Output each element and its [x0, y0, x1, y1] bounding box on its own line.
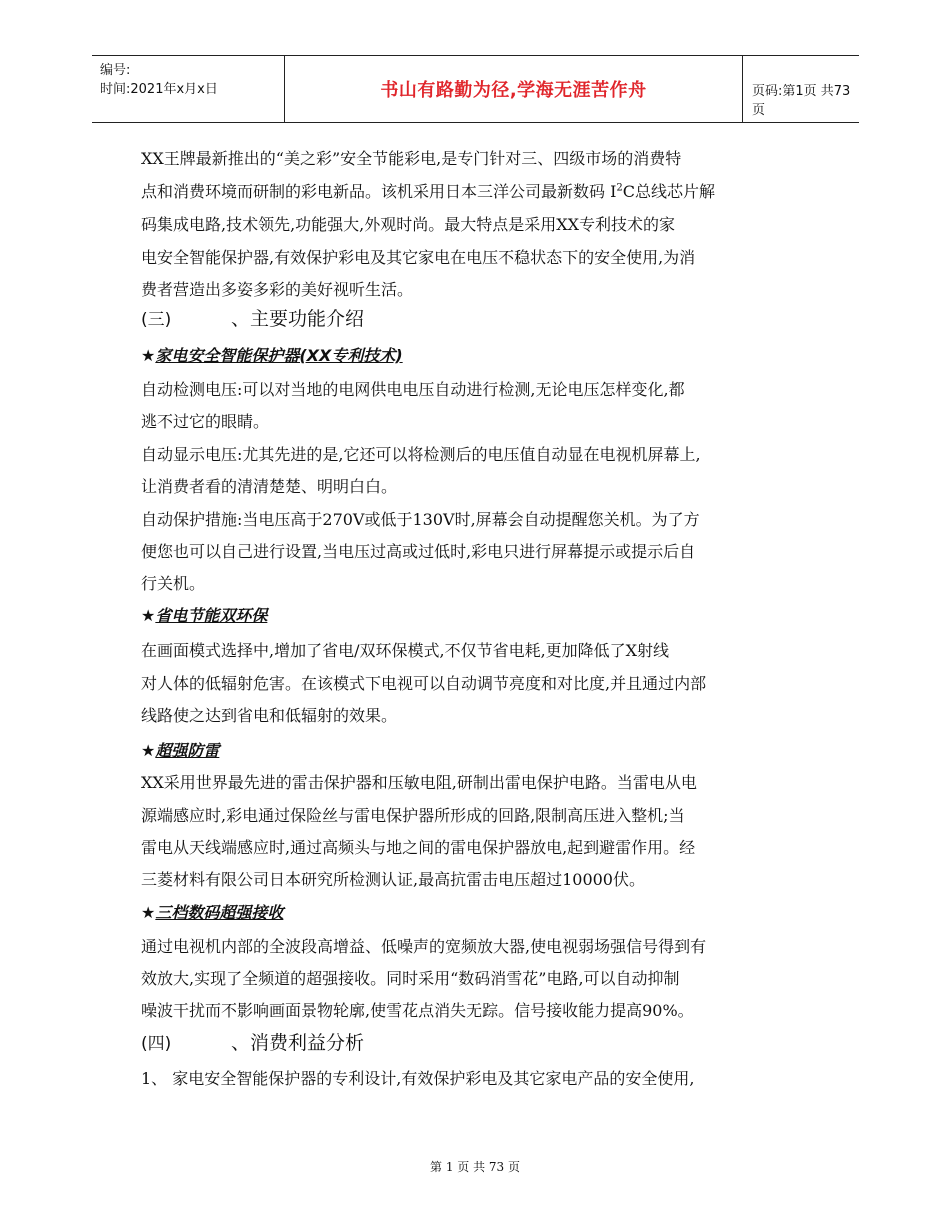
intro-line-text: 点和消费环境而研制的彩电新品。该机采用日本三洋公司最新数码 I — [141, 182, 617, 201]
feature-title: 家电安全智能保护器(XX专利技术) — [155, 346, 403, 365]
header-page-label: 页码:第1页 共73页 — [752, 84, 851, 118]
body-line: 噪波干扰而不影响画面景物轮廓,使雪花点消失无踪。信号接收能力提高90%。 — [141, 1001, 694, 1020]
section-heading — [141, 304, 364, 331]
star-icon: ★ — [141, 741, 156, 760]
body-line: 三菱材料有限公司日本研究所检测认证,最高抗雷击电压超过10000伏。 — [141, 870, 645, 889]
body-line: 自动显示电压:尤其先进的是,它还可以将检测后的电压值自动显在电视机屏幕上, — [141, 445, 701, 464]
intro-line-text: C总线芯片解 — [622, 182, 716, 201]
header-page-cell — [742, 56, 859, 122]
star-icon: ★ — [141, 903, 156, 922]
star-icon: ★ — [141, 606, 156, 625]
body-line: 在画面模式选择中,增加了省电/双环保模式,不仅节省电耗,更加降低了X射线 — [141, 641, 670, 660]
intro-line: 费者营造出多姿多彩的美好视听生活。 — [141, 280, 414, 299]
doc-number-label: 编号: — [100, 63, 131, 78]
body-line: 源端感应时,彩电通过保险丝与雷电保护器所形成的回路,限制高压进入整机;当 — [141, 806, 685, 825]
section-heading — [141, 1028, 364, 1055]
feature-heading — [141, 738, 219, 761]
intro-line: 电安全智能保护器,有效保护彩电及其它家电在电压不稳状态下的安全使用,为消 — [141, 248, 696, 267]
doc-time-label: 时间:2021年x月x日 — [100, 82, 218, 97]
document-header — [92, 55, 859, 123]
feature-heading — [141, 900, 283, 923]
section-title: 、主要功能介绍 — [231, 308, 365, 330]
body-line: 便您也可以自己进行设置,当电压过高或过低时,彩电只进行屏幕提示或提示后自 — [141, 542, 696, 561]
feature-title: 超强防雷 — [155, 741, 220, 760]
body-line: 行关机。 — [141, 574, 206, 593]
feature-title: 三档数码超强接收 — [155, 903, 284, 922]
feature-title: 省电节能双环保 — [155, 606, 268, 625]
body-line: 自动保护措施:当电压高于270V或低于130V时,屏幕会自动提醒您关机。为了方 — [141, 510, 700, 529]
star-icon: ★ — [141, 346, 156, 365]
superscript: 2 — [616, 182, 623, 194]
body-line: 效放大,实现了全频道的超强接收。同时采用“数码消雪花”电路,可以自动抑制 — [141, 969, 680, 988]
page-footer: 第 1 页 共 73 页 — [430, 1160, 520, 1174]
intro-line: XX王牌最新推出的“美之彩”安全节能彩电,是专门针对三、四级市场的消费特 — [141, 149, 682, 168]
feature-heading — [141, 343, 403, 366]
body-line: 通过电视机内部的全波段高增益、低噪声的宽频放大器,使电视弱场强信号得到有 — [141, 937, 707, 956]
body-line: 逃不过它的眼睛。 — [141, 412, 270, 431]
body-line: 线路使之达到省电和低辐射的效果。 — [141, 706, 398, 725]
body-line: 自动检测电压:可以对当地的电网供电电压自动进行检测,无论电压怎样变化,都 — [141, 380, 685, 399]
body-line: 对人体的低辐射危害。在该模式下电视可以自动调节亮度和对比度,并且通过内部 — [141, 674, 707, 693]
section-title: 、消费利益分析 — [231, 1032, 365, 1054]
feature-heading — [141, 603, 267, 626]
body-line: XX采用世界最先进的雷击保护器和压敏电阻,研制出雷电保护电路。当雷电从电 — [141, 773, 697, 792]
section-number: (三) — [141, 310, 172, 330]
header-motto-cell — [284, 56, 743, 122]
body-line: 雷电从天线端感应时,通过高频头与地之间的雷电保护器放电,起到避雷作用。经 — [141, 838, 696, 857]
header-motto: 书山有路勤为径,学海无涯苦作舟 — [380, 80, 647, 101]
header-meta-cell — [92, 56, 284, 122]
body-line: 让消费者看的清清楚楚、明明白白。 — [141, 477, 398, 496]
intro-line: 码集成电路,技术领先,功能强大,外观时尚。最大特点是采用XX专利技术的家 — [141, 215, 676, 234]
section-number: (四) — [141, 1034, 172, 1054]
intro-line — [141, 179, 715, 202]
numbered-item: 1、 家电安全智能保护器的专利设计,有效保护彩电及其它家电产品的安全使用, — [141, 1069, 695, 1088]
